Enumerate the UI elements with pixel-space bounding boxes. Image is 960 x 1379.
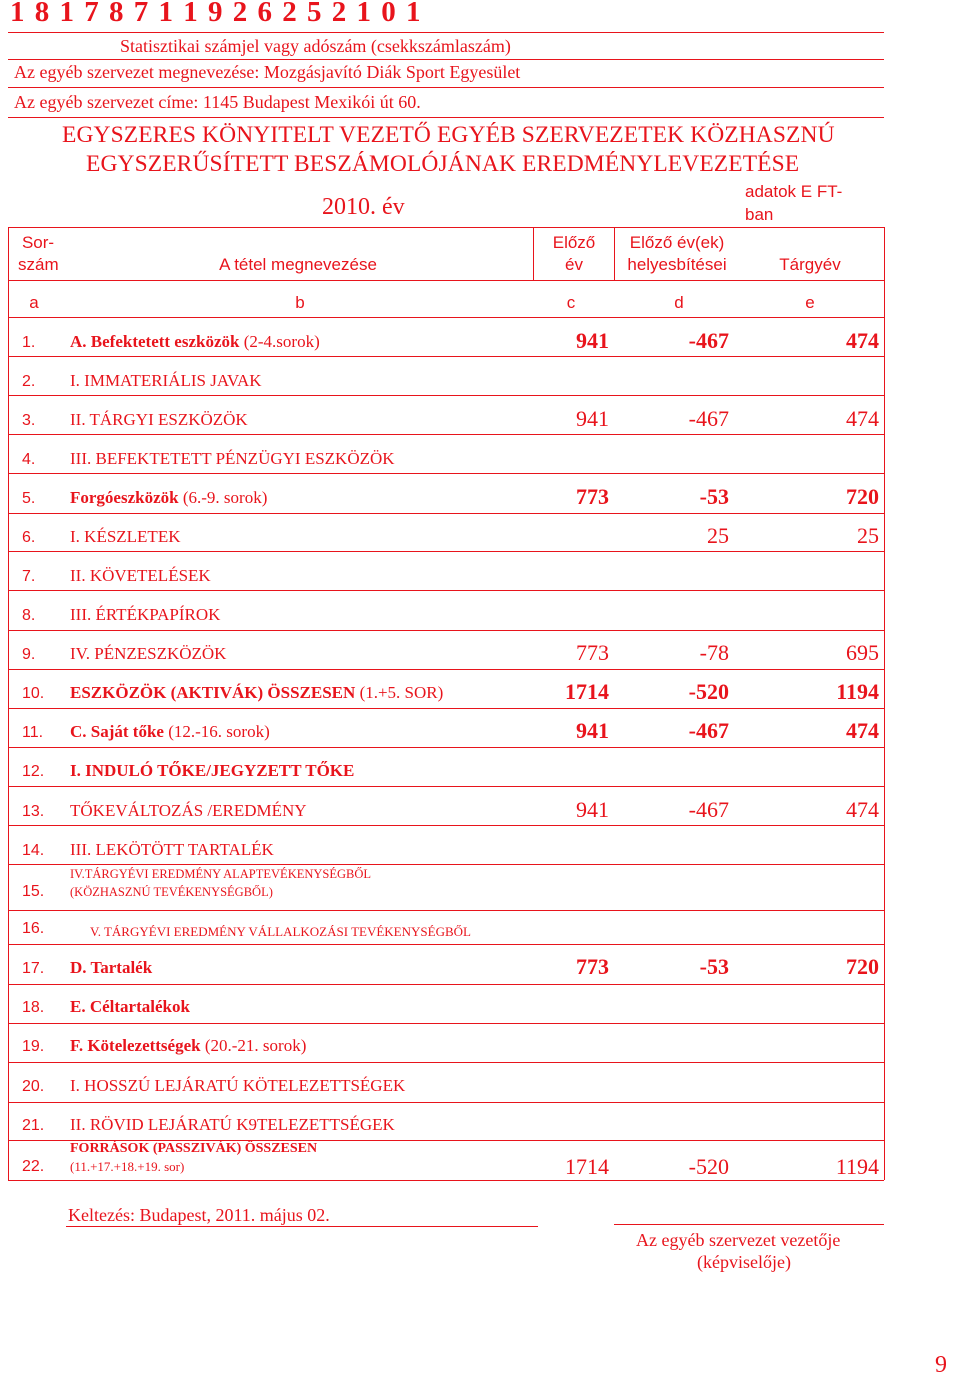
- signature-line: [614, 1224, 884, 1225]
- row-label-text: II. RÖVID LEJÁRATÚ K9TELEZETTSÉGEK: [70, 1115, 395, 1134]
- adjustment-value: -53: [699, 484, 729, 509]
- row-number: 8.: [22, 607, 36, 624]
- organization-name: Az egyéb szervezet megnevezése: Mozgásjavító Diák Sport Egyesület: [14, 62, 521, 82]
- row-label: [70, 527, 180, 547]
- previous-year-value: 1714: [565, 679, 609, 704]
- row-number: 13.: [22, 803, 45, 820]
- row-label-bold: I. INDULÓ TŐKE/JEGYZETT TŐKE: [70, 761, 355, 780]
- row-label-text: III. LEKÖTÖTT TARTALÉK: [70, 840, 274, 859]
- current-year-value: 474: [846, 718, 879, 743]
- table-left-border: [8, 227, 9, 1180]
- row-number: 14.: [22, 842, 45, 859]
- row-number: 6.: [22, 529, 36, 546]
- column-header-number-line-2: szám: [18, 255, 59, 274]
- row-divider: [8, 747, 884, 748]
- row-label: [70, 449, 395, 469]
- row-label: [70, 1076, 405, 1096]
- previous-year-value: 941: [576, 406, 609, 431]
- column-header-item-name: A tétel megnevezése: [219, 255, 377, 274]
- adjustment-value: -467: [688, 797, 729, 822]
- column-letter-c: c: [566, 293, 576, 312]
- row-label-bold: F. Kötelezettségek: [70, 1036, 201, 1055]
- row-label: [90, 924, 471, 940]
- row-number: 9.: [22, 646, 36, 663]
- row-divider: [8, 708, 884, 709]
- row-divider: [8, 944, 884, 945]
- column-header-previous-year: [540, 232, 608, 276]
- row-label: [70, 410, 248, 430]
- row-label: [70, 488, 267, 508]
- date-underline: [66, 1226, 538, 1227]
- row-label-bold: A. Befektetett eszközök: [70, 332, 240, 351]
- row-label-line-2: (KÖZHASZNÚ TEVÉKENYSÉGBŐL): [70, 885, 273, 899]
- column-header-number-line-1: Sor-: [21, 233, 55, 252]
- row-divider: [8, 590, 884, 591]
- tax-number: 1 8 1 7 8 7 1 1 9 2 6 2 5 2 1 0 1: [10, 0, 422, 28]
- adjustment-value: 25: [707, 523, 729, 548]
- previous-year-value: 773: [576, 484, 609, 509]
- row-number: 12.: [22, 763, 45, 780]
- previous-year-value: 941: [576, 328, 609, 353]
- row-label: [70, 332, 320, 352]
- current-year-value: 25: [857, 523, 879, 548]
- tax-number-label: Statisztikai számjel vagy adószám (csekkszámlaszám): [120, 36, 511, 56]
- column-header-number: [18, 232, 58, 276]
- row-label: [70, 1115, 395, 1135]
- current-year-value: 474: [846, 406, 879, 431]
- row-label: [70, 958, 152, 978]
- column-header-previous-year-line-1: Előző: [552, 233, 596, 252]
- table-bottom-border: [8, 1180, 884, 1181]
- column-divider: [533, 227, 534, 280]
- row-label-bold: Forgóeszközök: [70, 488, 179, 507]
- row-label-text: (1.+5. SOR): [355, 683, 444, 702]
- row-label: [70, 722, 270, 742]
- row-divider: [8, 395, 884, 396]
- column-header-adjustments-line-1: Előző év(ek): [629, 233, 725, 252]
- previous-year-value: 941: [576, 797, 609, 822]
- row-number: 5.: [22, 490, 36, 507]
- row-label: [70, 997, 190, 1017]
- column-header-adjustments-line-2: helyesbítései: [627, 255, 727, 274]
- letter-row-divider: [8, 317, 884, 318]
- adjustment-value: -467: [688, 406, 729, 431]
- adjustment-value: -78: [699, 640, 729, 665]
- row-divider: [8, 825, 884, 826]
- units-label-line-1: adatok E FT-: [745, 182, 843, 201]
- row-label-text: (2-4.sorok): [239, 332, 320, 351]
- row-label-bold: C. Saját tőke: [70, 722, 164, 741]
- divider: [8, 59, 884, 60]
- adjustment-value: -467: [688, 718, 729, 743]
- row-label-bold: ESZKÖZÖK (AKTIVÁK) ÖSSZESEN: [70, 683, 356, 702]
- row-divider: [8, 1102, 884, 1103]
- row-divider: [8, 473, 884, 474]
- row-label: [70, 644, 226, 664]
- row-label: [70, 801, 307, 821]
- row-label-text: (20.-21. sorok): [200, 1036, 307, 1055]
- row-number: 2.: [22, 373, 36, 390]
- column-header-previous-year-line-2: év: [565, 255, 583, 274]
- current-year-value: 720: [846, 954, 879, 979]
- row-label-text: III. BEFEKTETETT PÉNZÜGYI ESZKÖZÖK: [70, 449, 395, 468]
- report-year: 2010. év: [322, 194, 405, 220]
- row-number: 17.: [22, 960, 45, 977]
- row-divider: [8, 630, 884, 631]
- row-divider: [8, 669, 884, 670]
- row-label-text: I. IMMATERIÁLIS JAVAK: [70, 371, 262, 390]
- row-label-text: III. ÉRTÉKPAPÍROK: [70, 605, 221, 624]
- divider: [8, 117, 884, 118]
- row-divider: [8, 1023, 884, 1024]
- divider: [8, 87, 884, 88]
- row-divider: [8, 910, 884, 911]
- row-divider: [8, 984, 884, 985]
- row-divider: [8, 434, 884, 435]
- report-title-line-1: EGYSZERES KÖNYITELT VEZETŐ EGYÉB SZERVEZETEK KÖZHASZNÚ: [62, 122, 835, 148]
- previous-year-value: 773: [576, 954, 609, 979]
- adjustment-value: -520: [688, 679, 729, 704]
- row-number: 3.: [22, 412, 36, 429]
- row-number: 7.: [22, 568, 36, 585]
- report-date: Keltezés: Budapest, 2011. május 02.: [68, 1205, 330, 1225]
- row-label-text: (6.-9. sorok): [178, 488, 268, 507]
- row-label: [70, 566, 211, 586]
- row-number: 22.: [22, 1158, 45, 1175]
- adjustment-value: -53: [699, 954, 729, 979]
- column-header-current-year: Tárgyév: [779, 255, 841, 274]
- column-letter-d: d: [674, 293, 684, 312]
- row-divider: [8, 356, 884, 357]
- row-label: [70, 371, 262, 391]
- current-year-value: 695: [846, 640, 879, 665]
- row-divider: [8, 1062, 884, 1063]
- row-number: 15.: [22, 883, 45, 900]
- current-year-value: 474: [846, 328, 879, 353]
- column-letter-b: b: [295, 293, 305, 312]
- row-label-bold: D. Tartalék: [70, 958, 153, 977]
- previous-year-value: 773: [576, 640, 609, 665]
- current-year-value: 1194: [835, 1154, 879, 1179]
- row-number: 16.: [22, 920, 45, 937]
- row-label: [70, 683, 443, 703]
- row-number: 19.: [22, 1038, 45, 1055]
- row-label-text: TŐKEVÁLTOZÁS /EREDMÉNY: [70, 801, 307, 820]
- table-right-border: [884, 227, 885, 1180]
- row-label-line-2: (11.+17.+18.+19. sor): [70, 1159, 185, 1174]
- row-label: [70, 865, 371, 901]
- current-year-value: 474: [846, 797, 879, 822]
- row-label-text: I. HOSSZÚ LEJÁRATÚ KÖTELEZETTSÉGEK: [70, 1076, 406, 1095]
- previous-year-value: 941: [576, 718, 609, 743]
- row-label-line-1: FORRÁSOK (PASSZIVÁK) ÖSSZESEN: [70, 1141, 318, 1156]
- signer-title: Az egyéb szervezet vezetője: [636, 1230, 841, 1250]
- adjustment-value: -467: [688, 328, 729, 353]
- row-label: [70, 840, 274, 860]
- row-number: 1.: [22, 334, 36, 351]
- row-number: 21.: [22, 1117, 45, 1134]
- current-year-value: 1194: [836, 679, 879, 704]
- row-label-line-1: IV.TÁRGYÉVI EREDMÉNY ALAPTEVÉKENYSÉGBŐL: [70, 867, 372, 881]
- row-label-text: I. KÉSZLETEK: [70, 527, 181, 546]
- previous-year-value: 1714: [565, 1154, 609, 1179]
- row-number: 10.: [22, 685, 45, 702]
- row-divider: [8, 513, 884, 514]
- organization-address: Az egyéb szervezet címe: 1145 Budapest Mexikói út 60.: [14, 92, 421, 112]
- row-label-text: IV. PÉNZESZKÖZÖK: [70, 644, 227, 663]
- column-letter-a: a: [29, 293, 39, 312]
- row-number: 4.: [22, 451, 36, 468]
- row-divider: [8, 786, 884, 787]
- adjustment-value: -520: [688, 1154, 729, 1179]
- units-label-line-2: ban: [745, 205, 774, 224]
- row-number: 11.: [22, 724, 44, 741]
- row-label: [70, 761, 354, 781]
- page-number: 9: [935, 1352, 947, 1378]
- column-divider: [614, 227, 615, 280]
- signer-subtitle: (képviselője): [697, 1252, 791, 1272]
- row-label-text: II. TÁRGYI ESZKÖZÖK: [70, 410, 248, 429]
- row-label-bold: E. Céltartalékok: [70, 997, 190, 1016]
- row-label: [70, 605, 220, 625]
- current-year-value: 720: [846, 484, 879, 509]
- row-divider: [8, 551, 884, 552]
- report-title-line-2: EGYSZERŰSÍTETT BESZÁMOLÓJÁNAK EREDMÉNYLEVEZETÉSE: [86, 151, 800, 177]
- row-label: [70, 1140, 317, 1176]
- column-header-adjustments: [616, 232, 738, 276]
- row-number: 18.: [22, 999, 45, 1016]
- row-label-text: II. KÖVETELÉSEK: [70, 566, 211, 585]
- row-label: [70, 1036, 306, 1056]
- column-letter-e: e: [805, 293, 815, 312]
- header-divider: [8, 280, 884, 281]
- divider: [8, 32, 884, 33]
- table-top-border: [8, 227, 884, 228]
- row-label-text: (12.-16. sorok): [163, 722, 270, 741]
- row-number: 20.: [22, 1078, 45, 1095]
- row-label-text: V. TÁRGYÉVI EREDMÉNY VÁLLALKOZÁSI TEVÉKENYSÉGBŐL: [90, 924, 471, 939]
